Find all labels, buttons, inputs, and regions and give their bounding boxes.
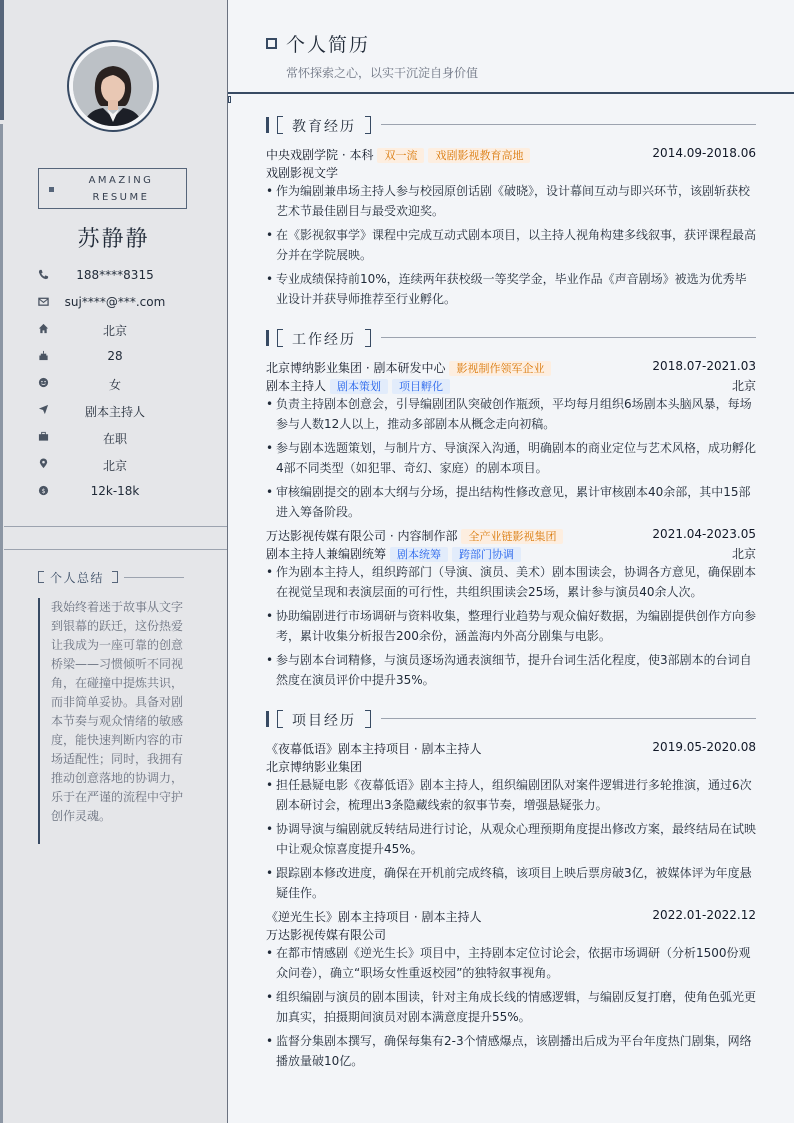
summary-text: 我始终着迷于故事从文字到银幕的跃迁，这份热爱让我成为一座可靠的创意桥梁——习惯倾听不同视角，在碰撞中提炼共识，而非简单妥协。具备对剧本节奏与观众情绪的敏感度，能快速判断内容的市场适配性；同时，我拥有推动创意落地的协调力，乐于在严谨的流程中守护创作灵魂。 xyxy=(38,598,184,844)
sidebar xyxy=(0,0,228,1123)
resume-badge xyxy=(38,168,187,209)
info-hometown xyxy=(0,321,227,339)
project-title: 《夜幕低语》剧本主持项目 · 剧本主持人 xyxy=(266,742,482,756)
info-location xyxy=(0,456,227,474)
section-bar xyxy=(266,117,269,133)
project-title: 《逆光生长》剧本主持项目 · 剧本主持人 xyxy=(266,910,482,924)
project-bullet: • 在都市情感剧《逆光生长》项目中，主持剧本定位讨论会，依据市场调研（分析1500份观众问卷），确立“职场女性重返校园”的独特叙事视角。 xyxy=(266,943,756,983)
work-role: 剧本主持人 xyxy=(266,379,327,393)
education-period: 2014.09-2018.06 xyxy=(652,146,756,160)
work-city: 北京 xyxy=(731,379,756,393)
section-title: 教育经历 xyxy=(292,119,356,135)
info-age xyxy=(0,348,227,366)
education-major-row xyxy=(266,164,756,180)
location-icon xyxy=(38,458,49,469)
location-value: 北京 xyxy=(102,459,127,473)
project-org: 万达影视传媒有限公司 xyxy=(266,928,387,942)
project-bullet: • 担任悬疑电影《夜幕低语》剧本主持人，组织编剧团队对案件逻辑进行多轮推演，通过6次剧本研讨会，梳理出3条隐藏线索的叙事节奏，增强悬疑张力。 xyxy=(266,775,756,815)
candidate-name: 苏静静 xyxy=(77,227,150,252)
section-line xyxy=(381,124,756,125)
work-role: 剧本主持人兼编剧统筹 xyxy=(266,547,387,561)
info-email xyxy=(0,294,227,312)
page-subtitle: 常怀探索之心，以实干沉淀自身价值 xyxy=(286,66,479,80)
target-role-value: 剧本主持人 xyxy=(84,405,145,419)
education-bullet: • 作为编剧兼串场主持人参与校园原创话剧《破晓》，设计幕间互动与即兴环节，该剧斩获校艺术节最佳剧目与最受欢迎奖。 xyxy=(266,181,756,221)
project-period: 2022.01-2022.12 xyxy=(652,908,756,922)
info-gender xyxy=(0,375,227,393)
role-tag: 项目孵化 xyxy=(392,379,450,394)
hometown-value: 北京 xyxy=(102,324,127,338)
bracket-right-icon xyxy=(112,571,118,583)
role-tag: 剧本统筹 xyxy=(390,547,448,562)
summary-heading xyxy=(38,569,188,585)
info-salary xyxy=(0,483,227,501)
project-bullet: • 监督分集剧本撰写，确保每集有2-3个情感爆点，该剧播出后成为平台年度热门剧集，网络播放量破10亿。 xyxy=(266,1031,756,1071)
section-project-heading xyxy=(266,710,756,728)
work-bullet: • 参与剧本台词精修，与演员逐场沟通表演细节，提升台词生活化程度，使3部剧本的台词自然度在演员评价中提升35%。 xyxy=(266,650,756,690)
badge-line-2: RESUME xyxy=(92,192,150,203)
sidebar-divider xyxy=(4,526,227,527)
face-icon xyxy=(38,377,49,388)
company-name: 万达影视传媒有限公司 · 内容制作部 xyxy=(266,529,458,543)
person-photo-icon xyxy=(73,46,153,126)
education-major: 戏剧影视文学 xyxy=(266,166,339,180)
info-target-role xyxy=(0,402,227,420)
bracket-right-icon xyxy=(365,710,371,728)
work-period: 2018.07-2021.03 xyxy=(652,359,756,373)
summary-heading-line xyxy=(124,577,184,578)
school-tag: 戏剧影视教育高地 xyxy=(428,148,530,163)
project-org-row xyxy=(266,926,756,942)
status-value: 在职 xyxy=(102,432,127,446)
section-education-heading xyxy=(266,116,756,134)
work-bullet: • 负责主持剧本创意会，引导编剧团队突破创作瓶颈，平均每月组织6场剧本头脑风暴，每场参与人数12人以上，推动多部剧本从概念走向初稿。 xyxy=(266,394,756,434)
section-line xyxy=(381,337,756,338)
cake-icon xyxy=(38,350,49,361)
title-rule xyxy=(228,92,794,94)
info-phone xyxy=(0,267,227,285)
work-header xyxy=(266,359,756,375)
bracket-right-icon xyxy=(365,329,371,347)
badge-line-1: AMAZING xyxy=(88,175,154,186)
work-city: 北京 xyxy=(731,547,756,561)
bracket-right-icon xyxy=(365,116,371,134)
badge-square-icon xyxy=(49,187,54,192)
work-period: 2021.04-2023.05 xyxy=(652,527,756,541)
age-value: 28 xyxy=(107,349,123,363)
section-work-heading xyxy=(266,329,756,347)
section-bar xyxy=(266,711,269,727)
project-header xyxy=(266,740,756,756)
work-role-row xyxy=(266,545,756,561)
section-line xyxy=(381,718,756,719)
main-content xyxy=(228,0,794,1123)
work-role-row xyxy=(266,377,756,393)
section-bar xyxy=(266,330,269,346)
avatar xyxy=(73,46,153,126)
email-value: suj****@***.com xyxy=(64,295,166,309)
phone-value: 188****8315 xyxy=(76,268,154,282)
salary-icon xyxy=(38,485,49,496)
project-org-row xyxy=(266,758,756,774)
work-bullet: • 协助编剧进行市场调研与资料收集，整理行业趋势与观众偏好数据，为编剧提供创作方向参考，累计收集分析报告200余份，涵盖海内外高分剧集与电影。 xyxy=(266,606,756,646)
role-tag: 剧本策划 xyxy=(330,379,388,394)
company-name: 北京博纳影业集团 · 剧本研发中心 xyxy=(266,361,446,375)
company-tag: 影视制作领军企业 xyxy=(449,361,551,376)
work-bullet: • 参与剧本选题策划，与制片方、导演深入沟通，明确剧本的商业定位与艺术风格，成功孵化4部不同类型（如犯罪、奇幻、家庭）的剧本项目。 xyxy=(266,438,756,478)
work-bullet: • 作为剧本主持人，组织跨部门（导演、演员、美术）剧本围读会，协调各方意见，确保剧本在视觉呈现和表演层面的可行性，共组织围读会25场，累计参与演员40余人次。 xyxy=(266,562,756,602)
education-bullet: • 专业成绩保持前10%，连续两年获校级一等奖学金，毕业作品《声音剧场》被选为优秀毕业设计并获导师推荐至行业孵化。 xyxy=(266,269,756,309)
work-header xyxy=(266,527,756,543)
bracket-left-icon xyxy=(38,571,44,583)
info-status xyxy=(0,429,227,447)
education-header xyxy=(266,146,756,162)
salary-value: 12k-18k xyxy=(90,484,140,498)
project-header xyxy=(266,908,756,924)
sidebar-accent-bar xyxy=(0,0,4,120)
bracket-left-icon xyxy=(277,116,283,134)
briefcase-icon xyxy=(38,431,49,442)
project-org: 北京博纳影业集团 xyxy=(266,760,363,774)
company-tag: 全产业链影视集团 xyxy=(461,529,563,544)
school-name: 中央戏剧学院 · 本科 xyxy=(266,148,374,162)
work-bullet: • 审核编剧提交的剧本大纲与分场，提出结构性修改意见，累计审核剧本40余部，其中15部进入筹备阶段。 xyxy=(266,482,756,522)
rule-tick-icon xyxy=(228,96,231,103)
school-tag: 双一流 xyxy=(377,148,424,163)
project-period: 2019.05-2020.08 xyxy=(652,740,756,754)
home-icon xyxy=(38,323,49,334)
bracket-left-icon xyxy=(277,329,283,347)
phone-icon xyxy=(38,269,49,280)
send-icon xyxy=(38,404,49,415)
project-bullet: • 跟踪剧本修改进度，确保在开机前完成终稿，该项目上映后票房破3亿，被媒体评为年度悬疑佳作。 xyxy=(266,863,756,903)
gender-value: 女 xyxy=(108,378,121,392)
title-square-icon xyxy=(266,38,277,49)
role-tag: 跨部门协调 xyxy=(452,547,521,562)
section-title: 工作经历 xyxy=(292,332,356,348)
avatar-frame xyxy=(67,40,159,132)
education-bullet: • 在《影视叙事学》课程中完成互动式剧本项目，以主持人视角构建多线叙事，获评课程最高分并在学院展映。 xyxy=(266,225,756,265)
summary-title: 个人总结 xyxy=(50,571,105,585)
section-title: 项目经历 xyxy=(292,713,356,729)
bracket-left-icon xyxy=(277,710,283,728)
mail-icon xyxy=(38,296,49,307)
svg-text:$: $ xyxy=(41,486,46,495)
project-bullet: • 协调导演与编剧就反转结局进行讨论，从观众心理预期角度提出修改方案，最终结局在试映中让观众惊喜度提升45%。 xyxy=(266,819,756,859)
page-title: 个人简历 xyxy=(286,34,371,56)
project-bullet: • 组织编剧与演员的剧本围读，针对主角成长线的情感逻辑，与编剧反复打磨，使角色弧光更加真实，拍摄期间演员对剧本满意度提升55%。 xyxy=(266,987,756,1027)
sidebar-divider xyxy=(4,549,227,550)
